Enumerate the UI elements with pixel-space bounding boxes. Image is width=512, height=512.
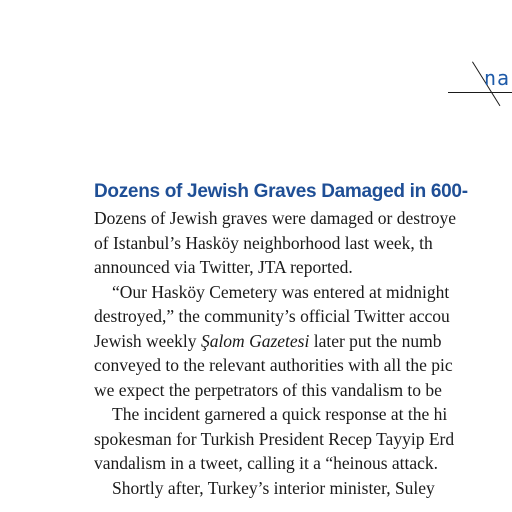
masthead-word: na — [484, 66, 511, 90]
masthead-rule — [448, 92, 512, 93]
article-line: we expect the perpetrators of this vandalism to be — [94, 379, 442, 400]
article-line: announced via Twitter, JTA reported. — [94, 257, 353, 277]
article-line: “Our Hasköy Cemetery was entered at midnight — [112, 281, 450, 302]
article-line: Jewish weekly Şalom Gazetesi later put the numb — [94, 330, 442, 351]
article-line: of Istanbul’s Hasköy neighborhood last week, th — [94, 232, 433, 253]
article-line: The incident garnered a quick response at the hi — [112, 404, 448, 424]
article-line: vandalism in a tweet, calling it a “heinous attack. — [94, 453, 439, 473]
article-line: destroyed,” the community’s official Twitter accou — [94, 306, 450, 326]
masthead — [440, 58, 512, 108]
article-line: Dozens of Jewish graves were damaged or destroye — [94, 208, 457, 228]
newspaper-name: Şalom Gazetesi — [200, 330, 310, 351]
article-line: Shortly after, Turkey’s interior minister, Suley — [112, 477, 435, 498]
article-headline: Dozens of Jewish Graves Damaged in 600- — [94, 181, 468, 202]
article — [94, 178, 512, 500]
article-line: conveyed to the relevant authorities with all the pic — [94, 355, 453, 375]
article-line: spokesman for Turkish President Recep Tayyip Erd — [94, 428, 455, 449]
